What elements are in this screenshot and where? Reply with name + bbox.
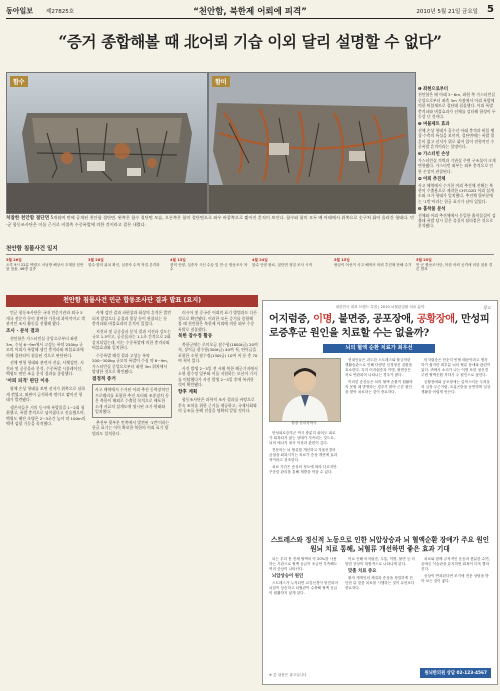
explainer-text: 선체 손상 형태가 흘수선 아래 충격과 버블 팽창·수축의 특성을 보이며, 절단면에는 폭발 열흔이 없고 선저가 위로 휘어 있어 전형적인 수중폭발 흔적이라는 설명이다. (418, 127, 495, 150)
timeline-text: 함수·함미 위치 확인, 실종자 수색 작업 본격화 (88, 262, 160, 267)
ad-column-b1 (269, 557, 339, 598)
ad-column-a1 (345, 358, 415, 397)
subheading: '어뢰 피격' 판단 이유 (6, 378, 50, 384)
timeline-date: 5월 20일 (416, 258, 432, 262)
ad-disclaimer: ※ 본 내용은 광고입니다 (269, 673, 307, 677)
paragraph: 뇌는 우리 몸 전체 혈액의 약 20%를 사용하는 기관으로 혈액 공급이 조금만 부족해도 여러 증상이 나타난다. (269, 557, 338, 571)
bow-wreck-image (7, 73, 207, 213)
article-column-1 (6, 310, 86, 429)
ad-headline (269, 312, 491, 340)
timeline-text: 함미 인양, 실종자 시신 수습 및 민·군 합동조사 착수 (170, 262, 248, 272)
timeline-date: 3월 28일 (88, 258, 104, 262)
explainer-text: 사고 해역에서 수거한 어뢰 추진체 잔해는 북한이 수출용으로 제작한 CHT-02D 어뢰 설계도와 크기·형태가 일치했다. 추진체 뒷부분에는 ‘1번’이라는 한글 표기가 남아 있었다. (418, 182, 494, 204)
caption-text: 5개월여 만에 공개된 천안함 절단면. 왼쪽은 함수 절단면 모습, 오른쪽은 함미 절단면으로 좌우 바깥쪽으로 찢어진 흔적이 보인다. 함수와 함미 모두 배 아래에서 위쪽으로 솟구쳐 휘어 올라간 형태다. 민·군 합동조사단은 이를 근거로 비접촉 수중폭발에 의한 것이라고 결론 내렸다. (6, 215, 414, 227)
explainer-title: ❸ 가스터빈 손상 (418, 152, 450, 158)
paragraph: 환자 개개인의 체질과 증상을 정밀하게 진단한 뒤 맞춤 치료를 시행하는 것이 무엇보다 중요하다. (345, 576, 415, 590)
explainer-block (418, 122, 496, 149)
subheading: 맞춤 치료 중요 (348, 569, 377, 574)
explainer-block (418, 177, 496, 204)
health-advertorial (262, 300, 498, 685)
main-headline: “증거 종합해볼 때 北어뢰 기습 이외 달리 설명할 수 없다” (58, 32, 442, 51)
caption-title: 처참한 천안함 절단면 (6, 216, 50, 221)
stern-tag: 함미 (212, 76, 230, 87)
issue-number: 제27825호 (46, 9, 75, 15)
timeline-item (416, 258, 494, 286)
paragraph: 선체 변형 형태와 관련자 진술, 사체검안, 지진파 및 공중음파 분석, 수중폭발 시뮬레이션, 백령도 연안 조류 분석 결과를 종합했다. (6, 360, 84, 376)
paragraph: 사건 발생 2~3일 전 서해 북한 해군기지에서 소형 잠수정 일부와 이를 지원하는 모선이 기지를 이탈했다가 사건 발생 2~3일 후에 복귀한 것이 확인됐다. (178, 365, 258, 387)
paragraph: 만성피로증후군 역시 충분히 쉬어도 피로가 회복되지 않는 상태가 지속되는 것으로, 뇌의 에너지 대사 이상과 관련이 깊다. (269, 431, 336, 445)
paragraph: 수중폭발 해석 결과 고성능 폭약 200~300kg 규모의 폭발이 수심 약 6~9m, 가스터빈실 중앙으로부터 좌현 3m 위치에서 발생한 것으로 확인됐다. (92, 352, 169, 374)
incident-timeline (6, 244, 494, 288)
timeline-row (6, 254, 494, 287)
ad-column-a2 (421, 358, 491, 397)
page-number: 5 (487, 4, 494, 15)
explainer-sidebar (418, 87, 496, 232)
bow-photo (6, 72, 208, 214)
explainer-title: ❶ 좌현으로부터 (418, 87, 449, 92)
ad-headline-highlight: 이명 (313, 313, 332, 325)
timeline-item (170, 258, 248, 286)
paragraph: 스트레스가 누적되면 교감신경이 항진되어 뇌압이 상승하고 뇌혈관이 수축해 혈액 공급이 원활하지 않게 된다. (269, 581, 338, 595)
paragraph: 치료 기간은 증상의 정도에 따라 다르지만 꾸준한 관리를 통해 재발을 막을 수 있다. (269, 465, 337, 474)
paragraph: 이러한 증상들은 뇌의 혈액 순환이 원활하지 못할 때 발생하는 경우가 많아 근본 원인을 찾아 치료하는 것이 중요하다. (345, 380, 413, 394)
explainer-title: ❹ 어뢰 추진체 (418, 177, 446, 183)
article-column-3 (178, 310, 258, 416)
paragraph: 생존자들은 거의 동시에 폭발음을 1~2회 청취했고, 폭발 충격으로 넘어졌다고 진술했으며, 백령도 해안 초병은 2~3초간 높이 약 100m의 백색 섬광 기둥을 목격했다. (6, 404, 86, 426)
investigation-article (6, 310, 258, 683)
stern-photo (208, 72, 416, 214)
paragraph: 천안함은 가스터빈실 중앙으로부터 좌현 3m, 수심 6~9m에서 고성능 폭약 250kg 규모의 어뢰가 폭발해 생긴 충격파와 버블효과에 의해 절단되어 침몰된 것으로 판단된다. (6, 336, 84, 358)
explainer-text: 가스터빈실 격벽과 기관실 주변 구조물이 크게 변형됐다. 가스터빈 외부는 외부 충격으로 인한 손상이 관찰된다. (418, 157, 496, 174)
paragraph: 전문의는 뇌 혈류를 개선하고 자율신경의 균형을 회복시키는 치료가 증상 개선에 효과적이라고 강조한다. (269, 448, 338, 462)
paragraph: 이로 인해 어지럼증, 두통, 이명, 불면 등 다양한 증상이 복합적으로 나타나게 된다. (345, 557, 415, 566)
subheading: 뇌압상승이 원인 (272, 574, 304, 579)
timeline-date: 5월 15일 (334, 258, 350, 262)
ad-headline-part: 어지럼증, (269, 313, 314, 325)
paragraph: 러시아 및 중국산 어뢰의 표기 방법과도 다른 것으로 확인됐다. 이러한 모든 증거를 종합해 볼 때 천안함은 북한제 어뢰에 의한 외부 수중폭발로 침몰했다. (178, 310, 258, 332)
ad-strap: 대한민국 대표 브랜드 특집 | 2010 뇌혈관질환 치료 분야 (335, 305, 425, 309)
paragraph: 지진파 및 공중음파 분석 결과 지진파 강도는 규모 1.5이고, 공중음파는 1.1초 간격으로 2회 감지되었는데, 이는 수중폭발에 의한 충격파와 버블효과와 일치한다. (92, 328, 172, 350)
explainer-text: 선체와 어뢰 추진체에서 동일한 흡착물질이 검출돼 폭발 당시 같은 물질이 달라붙은 것으로 분석됐다. (418, 212, 496, 229)
paragraph: 치료와 함께 규칙적인 운동과 충분한 수면, 올바른 식습관을 유지하면 회복이 더욱 빨라진다. (421, 557, 490, 571)
stern-wreck-image (209, 73, 415, 213)
explainer-title: ❷ 버블제트 효과 (418, 122, 450, 128)
ad-headline-part: , 만성피로증후군 원인을 치료할 수는 없을까? (269, 313, 490, 339)
timeline-item (6, 258, 84, 286)
subheading: 향후 계획 (178, 389, 198, 395)
paragraph: 추진부 뒷부분 안쪽에서 발견된 '1번'이라는 한글 표기는 이미 확보한 북한의 어뢰 표기 방법과도 일치한다. (92, 419, 170, 436)
ad-subheadline: 스트레스와 정신적 노동으로 인한 뇌압상승과 뇌 혈액순환 장애가 주요 원인 원뇌 치료 통해, 뇌혈류 개선하면 좋은 효과 기대 (270, 536, 490, 553)
clinic-contact: 원뇌한의원 상담 02-123-4567 (420, 668, 491, 678)
bow-tag: 함수 (10, 76, 28, 87)
page-date: 2010년 5월 21일 금요일 (416, 9, 478, 15)
explainer-block (418, 207, 496, 229)
paragraph: 합동조사단은 과학적 조사 결과를 바탕으로 후속 조치를 위한 근거를 제공하고, 국제사회와의 공조를 통해 진상을 명확히 알릴 것이다. (178, 397, 257, 413)
explainer-block (418, 87, 496, 119)
ad-kicker: 뇌의 혈액 순환 치료가 최우선 (323, 344, 435, 353)
subheading: 조사 · 분석 결과 (6, 328, 40, 334)
doctor-photo (270, 359, 340, 421)
explainer-text: 천안함은 배 아래 3~6m, 좌현 쪽 가스터빈실 중앙으로부터 좌측 3m 지점에서 어뢰 폭발에 의한 버블제트로 절단돼 침몰했다. 어뢰 폭발 충격파와 버블효과가 선체를 강타해 함정이 두 동강 난 것이다. (418, 92, 496, 120)
section-title: “천안함, 북한제 어뢰에 피격” (193, 7, 307, 17)
paragraph: 증상이 반복된다면 조기에 전문 상담을 받아 보는 것이 좋다. (421, 574, 489, 583)
timeline-text: 민·군 합동조사단, 북한 어뢰 공격에 의한 침몰 결론 발표 (416, 262, 493, 272)
article-banner: 천안함 침몰사건 민군 합동조사단 결과 발표 (요지) (6, 295, 258, 307)
paragraph: 현대인들은 과도한 스트레스와 불규칙한 생활습관으로 인해 다양한 신경정신 질환을 호소한다. 특히 어지럼증과 이명, 불면증은 서로 연관되어 나타나는 경우가 많다. (345, 358, 413, 377)
ad-column-b3 (421, 557, 491, 586)
explainer-block (418, 152, 496, 174)
doctor-portrait (269, 358, 341, 422)
subheading: 북한 잠수정 활동 (178, 334, 213, 339)
timeline-item (88, 258, 166, 286)
timeline-date: 3월 26일 (6, 258, 22, 262)
article-column-2 (92, 310, 172, 438)
timeline-item (252, 258, 330, 286)
timeline-item (334, 258, 412, 286)
ad-headline-part: , 불면증, 공포장애, (331, 313, 417, 325)
ad-column-b2 (345, 557, 415, 593)
explainer-title: ❺ 흡착물 분석 (418, 207, 446, 213)
paragraph: 민군 합동조사단은 국내 전문기관과 외국 5개국 전문가 등이 참여한 가운데 과학적이고 객관적인 조사 활동을 진행해 왔다. (6, 310, 85, 326)
ad-column-a3 (269, 431, 339, 477)
timeline-title: 천안함 침몰사건 일지 (6, 246, 58, 252)
subheading: 결정적 증거 (92, 376, 116, 382)
boxed-quote: 사고 해역에서 수거된 어뢰 추진 동력장치인 프로펠러를 포함한 추진 모터와 조종장치 등은 북한이 해외로 수출할 목적으로 배포한 소개 자료의 설계도에 명시된 크기·형태와 일치했다. (92, 384, 172, 418)
ad-label: 광고 (483, 305, 491, 310)
timeline-text: 함수 인양 완료, 절단면 정밀 조사 시작 (252, 262, 313, 267)
photo-caption (6, 215, 414, 227)
paragraph: 어지럼증은 단순히 빈혈 때문이라고 생각하기 쉽지만 대부분 뇌의 혈류 장애와 관련이 있다. 귀에서 소리가 나는 이명 또한 청신경 주변 혈액순환 저하가 주 원인으로 꼽힌다. (421, 358, 491, 377)
timeline-text: 오후 9시 22분 백령도 서남방 해상서 초계함 천안함 침몰, 46명 실종 (6, 262, 84, 272)
timeline-date: 4월 15일 (170, 258, 186, 262)
timeline-text: 쌍끌이 어선이 사고 해역서 어뢰 추진체 잔해 수거 (334, 262, 412, 267)
paragraph: 공황장애와 공포장애는 갑작스러운 두려움과 심장 두근거림, 호흡곤란을 동반하며 일상생활을 어렵게 만든다. (421, 380, 491, 394)
portrait-caption: 원장 한의학박사 (291, 421, 317, 425)
ad-headline-highlight: 공황장애 (416, 313, 455, 325)
timeline-date: 4월 24일 (252, 258, 268, 262)
paper-name: 동아일보 (6, 7, 34, 15)
page-header (6, 4, 494, 19)
paragraph: 함체 손상 형태를 보면 선저가 위쪽으로 심하게 꺾였고, 외판이 급격하게 꺾이고 찢어진 형태가 발견됐다. (6, 386, 86, 402)
paragraph: 사체 검안 결과 파편상과 화상의 흔적은 발견되지 않았으나 골절과 열상 등이 관찰되는 등 충격파와 버블효과의 흔적이 있었다. (92, 310, 172, 326)
paragraph: 북한군에는 로미오급 잠수함(1800t급) 20여 척, 상어급 잠수함(300t급) 40여 척, 연어급을 포함한 소형 잠수정(130t급) 10여 척 등 총 70여 척이 있다. (178, 341, 258, 363)
